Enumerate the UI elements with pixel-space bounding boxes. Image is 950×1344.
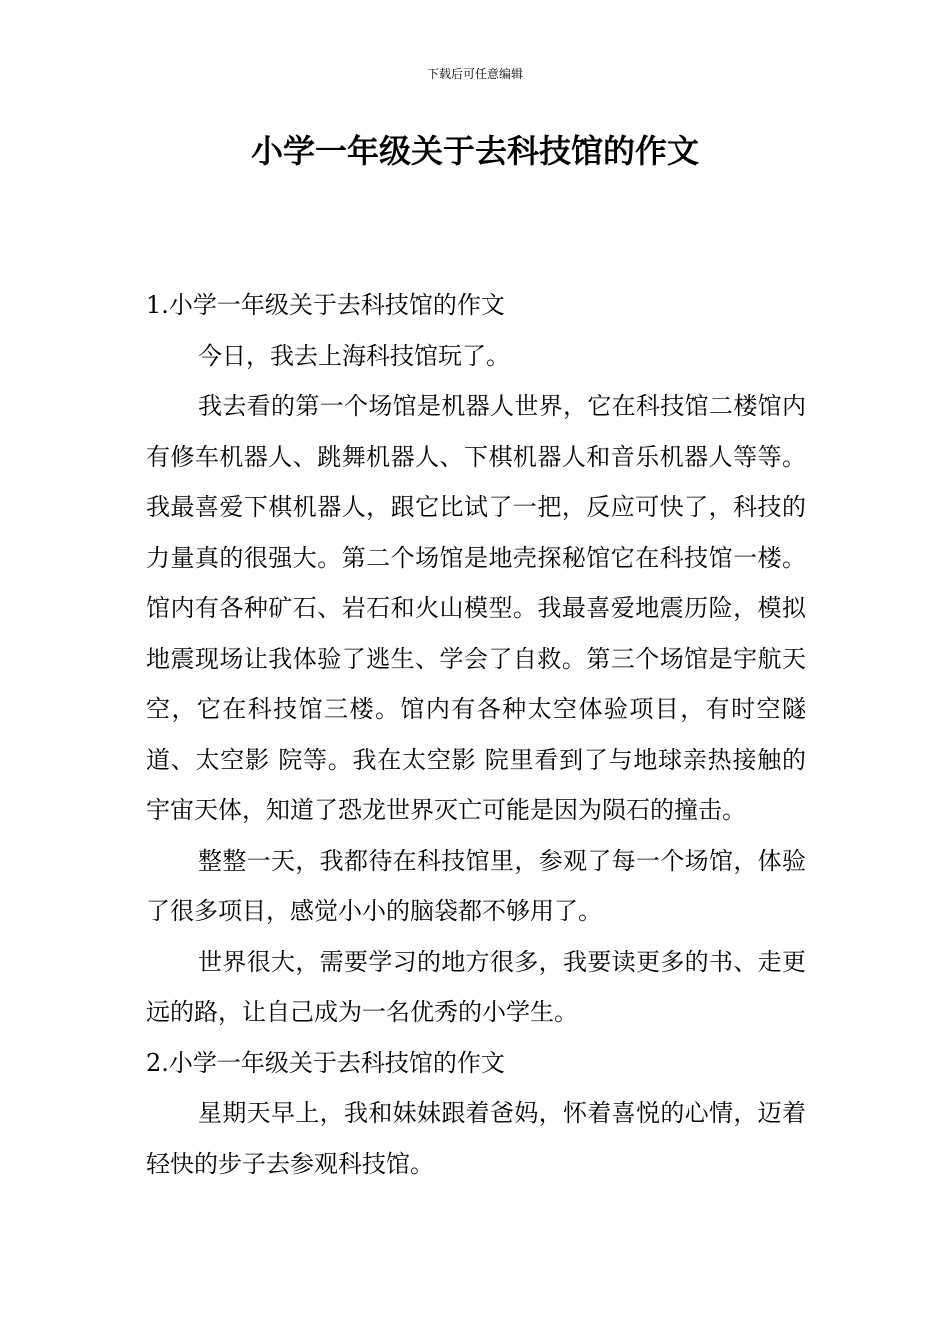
paragraph: 整整一天，我都待在科技馆里，参观了每一个场馆，体验了很多项目，感觉小小的脑袋都不够用了。 <box>146 846 806 925</box>
paragraph: 星期天早上，我和妹妹跟着爸妈，怀着喜悦的心情，迈着轻快的步子去参观科技馆。 <box>146 1099 806 1178</box>
page-title: 小学一年级关于去科技馆的作文 <box>250 132 699 170</box>
section-heading-2: 2.小学一年级关于去科技馆的作文 <box>146 1048 505 1077</box>
paragraph: 我去看的第一个场馆是机器人世界，它在科技馆二楼馆内有修车机器人、跳舞机器人、下棋机器人和音乐机器人等等。我最喜爱下棋机器人，跟它比试了一把，反应可快了，科技的力量真的很强大。第二个场馆是地壳探秘馆它在科技馆一楼。馆内有各种矿石、岩石和火山模型。我最喜爱地震历险，模拟地震现场让我体验了逃生、学会了自救。第三个场馆是宇航天空，它在科技馆三楼。馆内有各种太空体验项目，有时空隧道、太空影 院等。我在太空影 院里看到了与地球亲热接触的宇宙天体，知道了恐龙世界灭亡可能是因为陨石的撞击。 <box>146 392 806 824</box>
header-note: 下载后可任意编辑 <box>426 67 523 81</box>
paragraph: 今日，我去上海科技馆玩了。 <box>198 341 510 370</box>
paragraph: 世界很大，需要学习的地方很多，我要读更多的书、走更远的路，让自己成为一名优秀的小学生。 <box>146 947 806 1026</box>
section-heading-1: 1.小学一年级关于去科技馆的作文 <box>146 291 505 319</box>
essay-body <box>146 280 806 1189</box>
